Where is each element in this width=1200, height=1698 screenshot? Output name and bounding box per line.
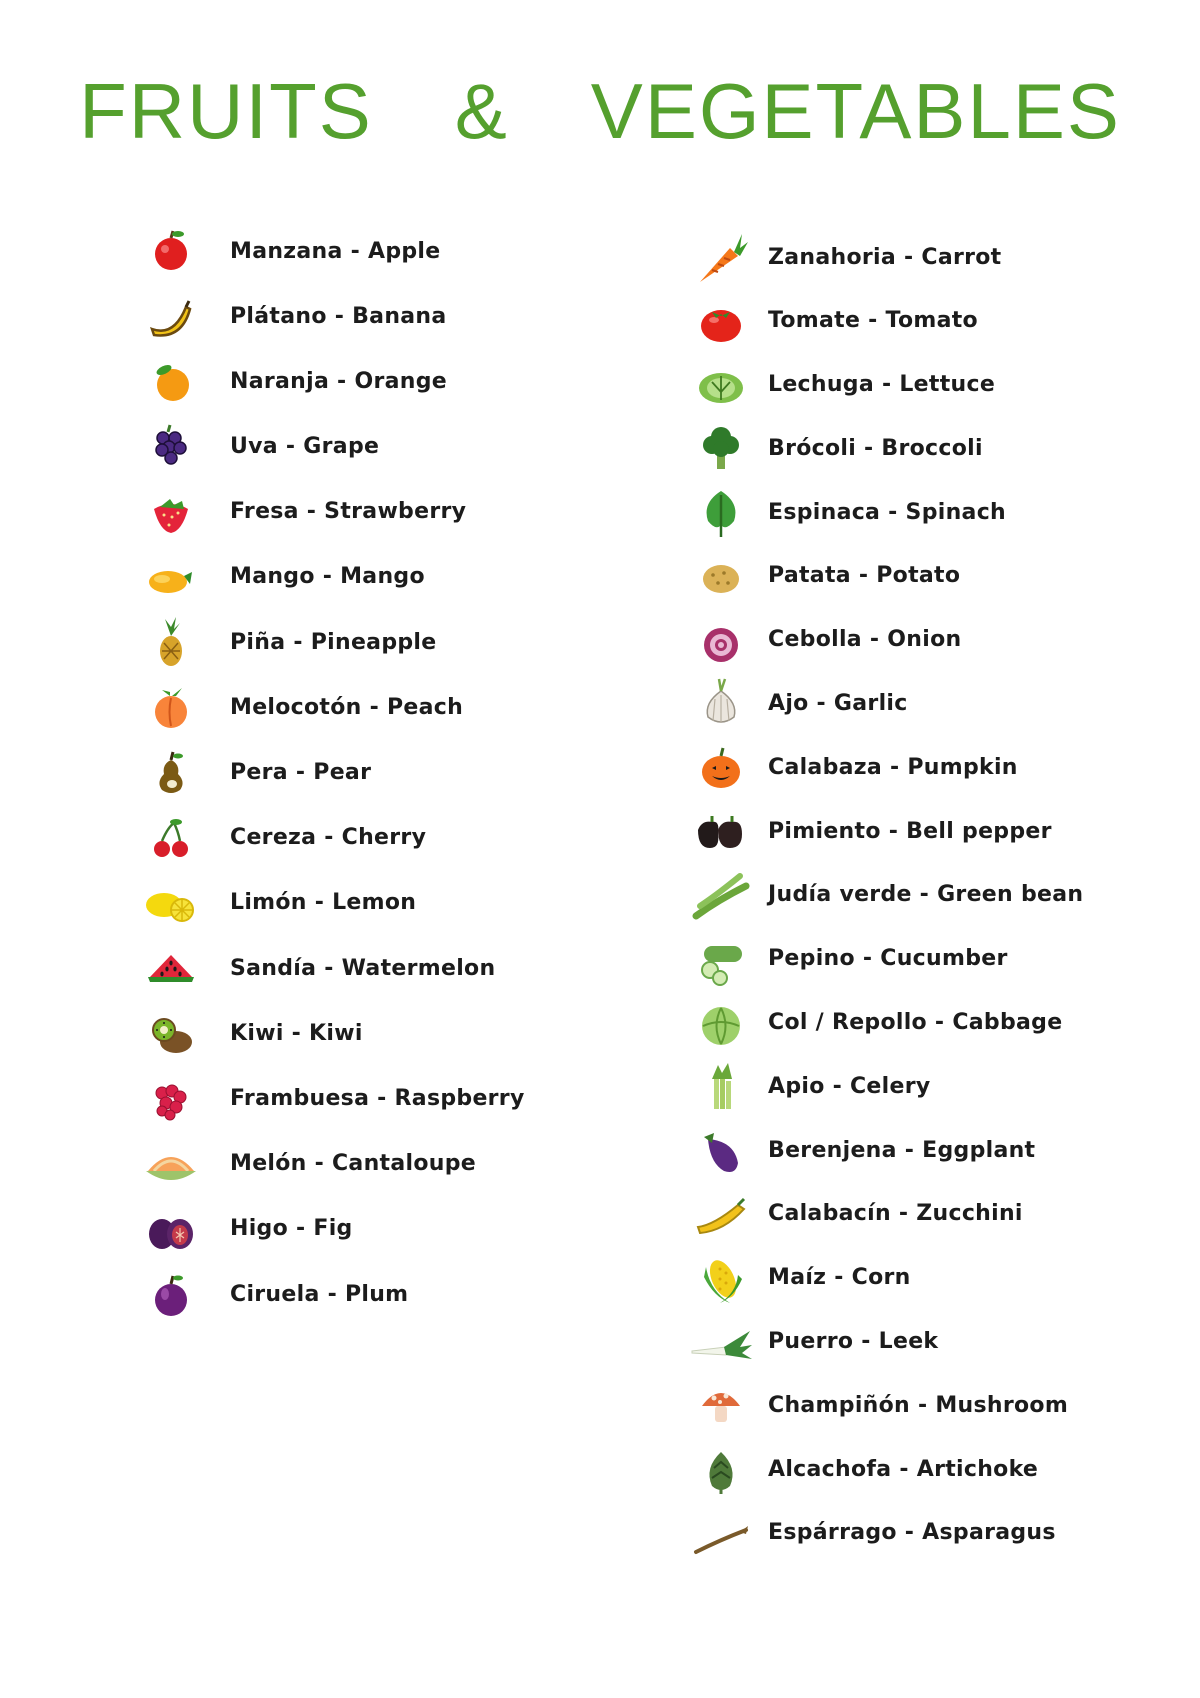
list-item	[140, 1018, 525, 1048]
fig-icon	[140, 1198, 202, 1260]
pear-icon	[140, 742, 202, 804]
item-label: Melón - Cantaloupe	[230, 1151, 476, 1177]
list-item	[140, 1214, 525, 1244]
list-item	[140, 301, 525, 331]
item-label: Espinaca - Spinach	[768, 499, 1007, 525]
item-label: Ajo - Garlic	[768, 691, 908, 717]
leek-icon	[690, 1311, 752, 1373]
item-label: Plátano - Banana	[230, 303, 447, 329]
item-label: Cebolla - Onion	[768, 627, 962, 653]
list-item	[690, 944, 1083, 974]
bell-pepper-icon	[690, 800, 752, 862]
list-item	[690, 1135, 1083, 1165]
title-word-fruits: FRUITS	[79, 67, 373, 155]
list-item	[690, 1327, 1083, 1357]
item-label: Naranja - Orange	[230, 368, 447, 394]
list-item	[690, 242, 1083, 272]
list-item	[690, 370, 1083, 400]
list-item	[140, 627, 525, 657]
list-item	[140, 1149, 525, 1179]
item-label: Alcachofa - Artichoke	[768, 1456, 1039, 1482]
item-label: Maíz - Corn	[768, 1265, 911, 1291]
peach-icon	[140, 676, 202, 738]
item-label: Mango - Mango	[230, 564, 425, 590]
item-label: Judía verde - Green bean	[768, 882, 1084, 908]
list-item	[140, 432, 525, 462]
page-title	[0, 67, 1200, 155]
item-label: Kiwi - Kiwi	[230, 1020, 363, 1046]
list-item	[690, 497, 1083, 527]
mango-icon	[140, 546, 202, 608]
cucumber-icon	[690, 928, 752, 990]
item-label: Manzana - Apple	[230, 238, 441, 264]
list-item	[140, 1279, 525, 1309]
item-label: Pepino - Cucumber	[768, 946, 1008, 972]
zucchini-icon	[690, 1183, 752, 1245]
tomato-icon	[690, 290, 752, 352]
list-item	[140, 497, 525, 527]
item-label: Pimiento - Bell pepper	[768, 818, 1052, 844]
list-item	[140, 758, 525, 788]
item-label: Brócoli - Broccoli	[768, 435, 983, 461]
eggplant-icon	[690, 1119, 752, 1181]
list-item	[690, 625, 1083, 655]
list-item	[140, 953, 525, 983]
cabbage-icon	[690, 992, 752, 1054]
item-label: Fresa - Strawberry	[230, 499, 467, 525]
item-label: Espárrago - Asparagus	[768, 1520, 1056, 1546]
cantaloupe-icon	[140, 1133, 202, 1195]
item-label: Col / Repollo - Cabbage	[768, 1010, 1063, 1036]
list-item	[690, 1518, 1083, 1548]
onion-icon	[690, 609, 752, 671]
list-item	[140, 236, 525, 266]
green-bean-icon	[690, 864, 752, 926]
list-item	[690, 1390, 1083, 1420]
item-label: Calabacín - Zucchini	[768, 1201, 1023, 1227]
list-item	[690, 306, 1083, 336]
list-item	[690, 1071, 1083, 1101]
corn-icon	[690, 1247, 752, 1309]
item-label: Ciruela - Plum	[230, 1281, 409, 1307]
title-ampersand: &	[454, 67, 509, 155]
lemon-icon	[140, 872, 202, 934]
item-label: Apio - Celery	[768, 1073, 931, 1099]
mushroom-icon	[690, 1374, 752, 1436]
item-label: Pera - Pear	[230, 760, 372, 785]
list-item	[690, 1454, 1083, 1484]
item-label: Lechuga - Lettuce	[768, 372, 996, 398]
list-item	[140, 823, 525, 853]
title-word-vegetables: VEGETABLES	[590, 67, 1121, 155]
artichoke-icon	[690, 1438, 752, 1500]
celery-icon	[690, 1055, 752, 1117]
item-label: Uva - Grape	[230, 434, 380, 460]
item-label: Tomate - Tomato	[768, 308, 978, 334]
item-label: Limón - Lemon	[230, 890, 417, 916]
list-item	[690, 880, 1083, 910]
list-item	[690, 689, 1083, 719]
strawberry-icon	[140, 481, 202, 543]
item-label: Higo - Fig	[230, 1216, 353, 1242]
item-label: Melocotón - Peach	[230, 694, 464, 720]
item-label: Cereza - Cherry	[230, 825, 427, 851]
item-label: Champiñón - Mushroom	[768, 1392, 1069, 1418]
kiwi-icon	[140, 1002, 202, 1064]
list-item	[690, 1199, 1083, 1229]
item-label: Zanahoria - Carrot	[768, 244, 1002, 270]
list-item	[690, 1263, 1083, 1293]
broccoli-icon	[690, 417, 752, 479]
banana-icon	[140, 285, 202, 347]
asparagus-icon	[690, 1502, 752, 1564]
pineapple-icon	[140, 611, 202, 673]
pumpkin-icon	[690, 736, 752, 798]
item-label: Puerro - Leek	[768, 1329, 939, 1355]
item-label: Frambuesa - Raspberry	[230, 1085, 525, 1111]
plum-icon	[140, 1263, 202, 1325]
lettuce-icon	[690, 354, 752, 416]
item-label: Patata - Potato	[768, 563, 961, 589]
list-item	[140, 1083, 525, 1113]
carrot-icon	[690, 226, 752, 288]
item-label: Calabaza - Pumpkin	[768, 754, 1018, 780]
orange-icon	[140, 350, 202, 412]
list-item	[690, 433, 1083, 463]
grape-icon	[140, 416, 202, 478]
item-label: Piña - Pineapple	[230, 629, 437, 655]
cherry-icon	[140, 807, 202, 869]
fruits-list	[140, 236, 525, 1344]
list-item	[690, 816, 1083, 846]
spinach-icon	[690, 481, 752, 543]
list-item	[140, 888, 525, 918]
garlic-icon	[690, 673, 752, 735]
watermelon-icon	[140, 937, 202, 999]
list-item	[690, 752, 1083, 782]
list-item	[140, 562, 525, 592]
list-item	[690, 1008, 1083, 1038]
raspberry-icon	[140, 1067, 202, 1129]
list-item	[140, 366, 525, 396]
potato-icon	[690, 545, 752, 607]
apple-icon	[140, 220, 202, 282]
vegetables-list	[690, 242, 1083, 1582]
list-item	[690, 561, 1083, 591]
item-label: Sandía - Watermelon	[230, 955, 496, 981]
list-item	[140, 692, 525, 722]
item-label: Berenjena - Eggplant	[768, 1137, 1036, 1163]
